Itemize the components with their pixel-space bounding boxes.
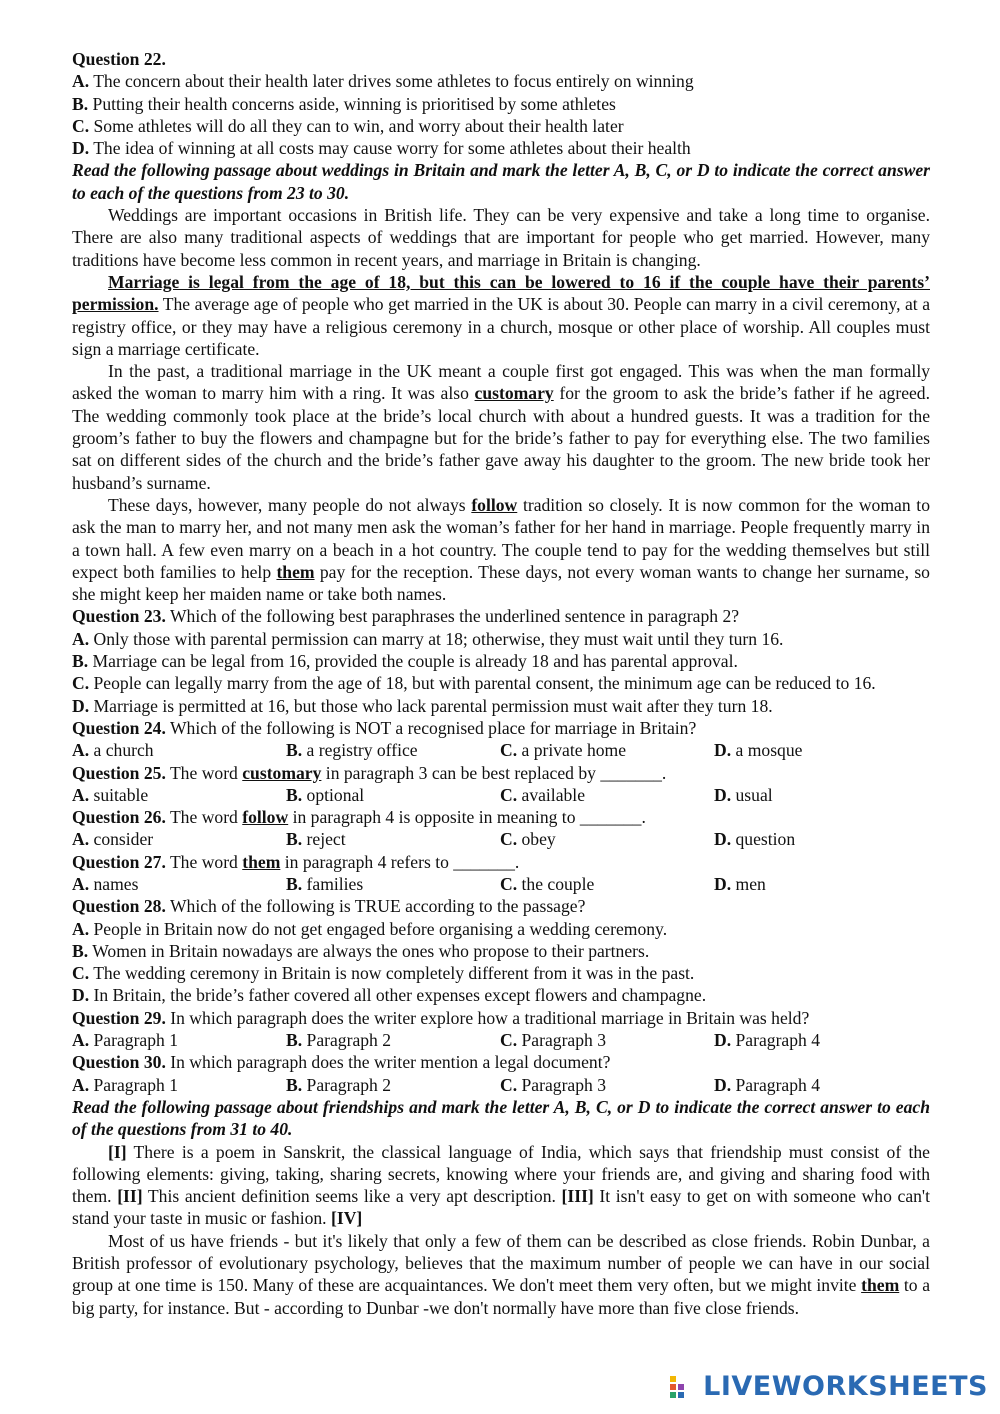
options-row xyxy=(72,1029,930,1051)
question-prompt: Question 24. Which of the following is NOT a recognised place for marriage in Britain? xyxy=(72,717,697,738)
option-c[interactable]: C. a private home xyxy=(500,740,627,761)
option-b[interactable]: B. Paragraph 2 xyxy=(286,1030,392,1051)
option-a[interactable]: A. The concern about their health later drives some athletes to focus entirely on winning xyxy=(72,71,694,92)
question-prompt: Question 29. In which paragraph does the writer explore how a traditional marriage in Britain was held? xyxy=(72,1007,810,1028)
option-c[interactable]: C. obey xyxy=(500,829,556,850)
underlined-word: follow xyxy=(242,807,289,828)
options-row xyxy=(72,1074,930,1096)
liveworksheets-logo[interactable] xyxy=(669,1371,988,1402)
passage-1-paragraph-3: In the past, a traditional marriage in the UK meant a couple first got engaged. This was when the man formally asked the woman to marry him with a ring. It was also customary for the groom to ask the bride’s father if he agreed. The wedding commonly took place at the bride’s local church with about a hundred guests. It was a tradition for the groom’s father to buy the flowers and champagne but for the bride’s father to pay for everything else. The two families sat on different sides of the church and the bride’s father gave away his daughter to the groom. The new bride took her husband’s surname. xyxy=(72,361,931,493)
question-prompt: Question 23. Which of the following best paraphrases the underlined sentence in paragraph 2? xyxy=(72,606,740,627)
option-c[interactable]: C. the couple xyxy=(500,873,595,894)
marker-i: [I] xyxy=(108,1141,127,1162)
question-22 xyxy=(72,48,930,159)
option-a[interactable]: A. Paragraph 1 xyxy=(72,1030,179,1051)
passage-2-paragraph-2: Most of us have friends - but it's likely that only a few of them can be described as close friends. Robin Dunbar, a British professor of evolutionary psychology, believes that the maximum number of people we can have in our social group at one time is 150. Many of these are acquaintances. We don't meet them very often, but we might invite them to a big party, for instance. But - according to Dunbar -we don't normally have more than five close friends. xyxy=(72,1230,930,1318)
passage-1-instruction: Read the following passage about weddings in Britain and mark the letter A, B, C, or D to indicate the correct answer to each of the questions from 23 to 30. xyxy=(72,160,930,203)
option-c[interactable]: C. Paragraph 3 xyxy=(500,1030,607,1051)
question-prompt: Question 30. In which paragraph does the writer mention a legal document? xyxy=(72,1052,611,1073)
underlined-word: customary xyxy=(242,762,322,783)
underlined-word-customary: customary xyxy=(474,383,554,404)
option-d[interactable]: D. a mosque xyxy=(714,740,803,761)
options-row xyxy=(72,873,930,895)
question-prompt: Question 28. Which of the following is TRUE according to the passage? xyxy=(72,896,586,917)
option-a[interactable]: A. suitable xyxy=(72,784,149,805)
question-25 xyxy=(72,762,930,807)
option-a[interactable]: A. People in Britain now do not get engaged before organising a wedding ceremony. xyxy=(72,918,668,939)
underlined-sentence: Marriage is legal from the age of 18, but this can be lowered to 16 if the couple have their parents’ permission. xyxy=(72,271,930,315)
option-a[interactable]: A. names xyxy=(72,873,139,894)
liveworksheets-logo-icon xyxy=(669,1372,699,1402)
option-b[interactable]: B. Women in Britain nowadays are always the ones who propose to their partners. xyxy=(72,940,650,961)
question-29 xyxy=(72,1007,930,1052)
option-d[interactable]: D. In Britain, the bride’s father covered all other expenses except flowers and champagne. xyxy=(72,985,707,1006)
marker-iii: [III] xyxy=(561,1186,594,1207)
option-c[interactable]: C. Paragraph 3 xyxy=(500,1074,607,1095)
option-d[interactable]: D. Paragraph 4 xyxy=(714,1074,821,1095)
option-a[interactable]: A. Only those with parental permission can marry at 18; otherwise, they must wait until they turn 16. xyxy=(72,628,784,649)
marker-iv: [IV] xyxy=(330,1208,363,1229)
option-b[interactable]: B. a registry office xyxy=(286,740,418,761)
question-prompt: Question 25. The word customary in paragraph 3 can be best replaced by _______. xyxy=(72,762,667,783)
option-a[interactable]: A. Paragraph 1 xyxy=(72,1074,179,1095)
passage-2-instruction: Read the following passage about friendships and mark the letter A, B, C, or D to indicate the correct answer to each of the questions from 31 to 40. xyxy=(72,1096,930,1140)
question-24 xyxy=(72,717,930,762)
option-a[interactable]: A. consider xyxy=(72,829,154,850)
option-b[interactable]: B. optional xyxy=(286,784,365,805)
worksheet-page xyxy=(72,48,930,1319)
underlined-word-follow: follow xyxy=(471,494,518,515)
option-b[interactable]: B. Marriage can be legal from 16, provided the couple is already 18 and has parental approval. xyxy=(72,651,738,672)
option-d[interactable]: D. men xyxy=(714,873,766,894)
question-prompt: Question 26. The word follow in paragraph 4 is opposite in meaning to _______. xyxy=(72,807,646,828)
options-row xyxy=(72,784,930,806)
option-b[interactable]: B. reject xyxy=(286,829,346,850)
option-d[interactable]: D. usual xyxy=(714,784,773,805)
option-c[interactable]: C. The wedding ceremony in Britain is now completely different from it was in the past. xyxy=(72,963,695,984)
underlined-word-them: them xyxy=(276,561,315,582)
passage-2-paragraph-1: [I] There is a poem in Sanskrit, the classical language of India, which says that friendship must consist of the following elements: giving, taking, sharing secrets, knowing where your friends are, and giving and sharing food with them. [II] This ancient definition seems like a very apt description. [III] It isn't easy to get on with someone who can't stand your taste in music or fashion. [IV] xyxy=(72,1141,930,1229)
question-30 xyxy=(72,1051,930,1096)
option-d[interactable]: D. question xyxy=(714,829,796,850)
question-prompt: Question 27. The word them in paragraph 4 refers to _______. xyxy=(72,851,520,872)
option-c[interactable]: C. Some athletes will do all they can to win, and worry about their health later xyxy=(72,115,624,136)
option-b[interactable]: B. families xyxy=(286,873,364,894)
options-row xyxy=(72,828,930,850)
question-28 xyxy=(72,895,930,1006)
option-b[interactable]: B. Paragraph 2 xyxy=(286,1074,392,1095)
passage-1-paragraph-4: These days, however, many people do not always follow tradition so closely. It is now common for the woman to ask the man to marry her, and not many men ask the woman’s father for her hand in marriage. People frequently marry in a town hall. A few even marry on a beach in a hot country. The couple tend to pay for the wedding themselves but still expect both families to help them pay for the reception. These days, not every woman wants to change her surname, so she might keep her maiden name or take both names. xyxy=(72,494,930,605)
underlined-word: them xyxy=(242,851,281,872)
logo-text: LIVEWORKSHEETS xyxy=(703,1371,988,1402)
option-c[interactable]: C. available xyxy=(500,784,586,805)
marker-ii: [II] xyxy=(117,1186,143,1207)
question-title: Question 22. xyxy=(72,49,166,69)
question-26 xyxy=(72,806,930,851)
question-27 xyxy=(72,851,930,896)
option-d[interactable]: D. The idea of winning at all costs may cause worry for some athletes about their health xyxy=(72,138,691,159)
options-row xyxy=(72,739,930,761)
option-d[interactable]: D. Marriage is permitted at 16, but those who lack parental permission must wait after they turn 18. xyxy=(72,695,773,716)
option-a[interactable]: A. a church xyxy=(72,740,154,761)
passage-1-paragraph-2: Marriage is legal from the age of 18, but this can be lowered to 16 if the couple have their parents’ permission. The average age of people who get married in the UK is about 30. People can marry in a civil ceremony, at a registry office, or they may have a religious ceremony in a church, mosque or other place of worship. All couples must sign a marriage certificate. xyxy=(72,271,930,359)
option-b[interactable]: B. Putting their health concerns aside, winning is prioritised by some athletes xyxy=(72,93,616,114)
option-c[interactable]: C. People can legally marry from the age of 18, but with parental consent, the minimum age can be reduced to 16. xyxy=(72,673,876,694)
question-23 xyxy=(72,605,930,716)
underlined-word-them: them xyxy=(861,1275,900,1296)
option-d[interactable]: D. Paragraph 4 xyxy=(714,1030,821,1051)
passage-1-paragraph-1: Weddings are important occasions in British life. They can be very expensive and take a long time to organise. There are also many traditional aspects of weddings that are important for people who get married. However, many traditions have become less common in recent years, and marriage in Britain is changing. xyxy=(72,205,930,270)
